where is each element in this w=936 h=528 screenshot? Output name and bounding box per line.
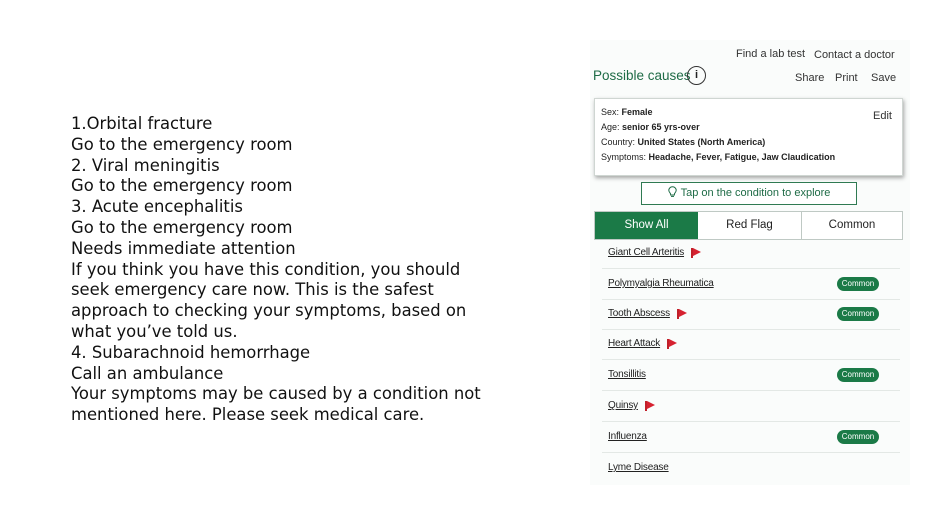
symptoms-label: Symptoms: [601, 152, 647, 162]
condition-link[interactable]: Tooth Abscess [608, 308, 670, 319]
condition-link[interactable]: Tonsillitis [608, 369, 646, 380]
country-value: United States (North America) [637, 137, 766, 147]
result-line: Your symptoms may be caused by a condition not mentioned here. Please seek medical care. [71, 384, 481, 425]
common-badge: Common [837, 277, 879, 291]
save-link[interactable]: Save [871, 72, 897, 84]
result-line: 2. Viral meningitis [71, 155, 220, 175]
common-badge: Common [837, 368, 879, 382]
condition-link[interactable]: Giant Cell Arteritis [608, 247, 685, 258]
info-icon[interactable]: i [687, 66, 706, 85]
explore-condition-button[interactable] [641, 182, 857, 205]
common-badge: Common [837, 430, 879, 444]
condition-link[interactable]: Lyme Disease [608, 462, 669, 473]
result-line: 3. Acute encephalitis [71, 197, 243, 217]
condition-link[interactable]: Polymyalgia Rheumatica [608, 278, 714, 289]
row-divider [602, 329, 900, 330]
red-flag-icon [691, 248, 693, 258]
symptoms-value: Headache, Fever, Fatigue, Jaw Claudication [648, 152, 836, 162]
sex-value: Female [621, 107, 653, 117]
row-divider [602, 359, 900, 360]
row-divider [602, 390, 900, 391]
row-divider [602, 452, 900, 453]
row-divider [602, 421, 900, 422]
country-label: Country: [601, 137, 636, 147]
condition-link[interactable]: Quinsy [608, 400, 638, 411]
row-divider [602, 299, 900, 300]
sex-row [601, 107, 653, 117]
row-divider [602, 268, 900, 269]
red-flag-icon [667, 339, 669, 349]
find-lab-test-link[interactable]: Find a lab test [736, 48, 806, 60]
tab-red-flag[interactable]: Red Flag [726, 219, 773, 231]
edit-profile-link[interactable]: Edit [873, 110, 892, 122]
result-line: Go to the emergency room [71, 134, 293, 154]
possible-causes-title: Possible causes [593, 68, 691, 83]
age-value: senior 65 yrs-over [622, 122, 700, 132]
condition-link[interactable]: Heart Attack [608, 338, 661, 349]
result-line: Go to the emergency room [71, 217, 293, 237]
result-line: Needs immediate attention [71, 238, 296, 258]
possible-causes-panel [590, 40, 910, 485]
result-line: 1.Orbital fracture [71, 114, 213, 133]
sex-label: Sex: [601, 107, 620, 117]
red-flag-icon [645, 401, 647, 411]
profile-card [594, 98, 903, 176]
red-flag-icon [677, 309, 679, 319]
symptom-results-text [71, 114, 491, 426]
explore-button-label: Tap on the condition to explore [680, 187, 831, 199]
tab-show-all[interactable]: Show All [595, 212, 698, 239]
contact-doctor-link[interactable]: Contact a doctor [814, 49, 895, 61]
share-link[interactable]: Share [795, 72, 825, 84]
filter-tabs [594, 211, 903, 240]
result-line: Call an ambulance [71, 363, 224, 383]
age-label: Age: [601, 122, 620, 132]
tab-common[interactable]: Common [828, 219, 876, 231]
result-line: 4. Subarachnoid hemorrhage [71, 342, 311, 362]
lightbulb-icon [668, 185, 677, 206]
age-row [601, 122, 700, 132]
country-row [601, 137, 765, 147]
common-badge: Common [837, 307, 879, 321]
result-line: Go to the emergency room [71, 176, 293, 196]
result-line: If you think you have this condition, you should seek emergency care now. This is the safest approach to checking your symptoms, based on what you’ve told us. [71, 259, 467, 341]
condition-link[interactable]: Influenza [608, 431, 647, 442]
symptoms-row [601, 152, 835, 162]
print-link[interactable]: Print [835, 72, 858, 84]
